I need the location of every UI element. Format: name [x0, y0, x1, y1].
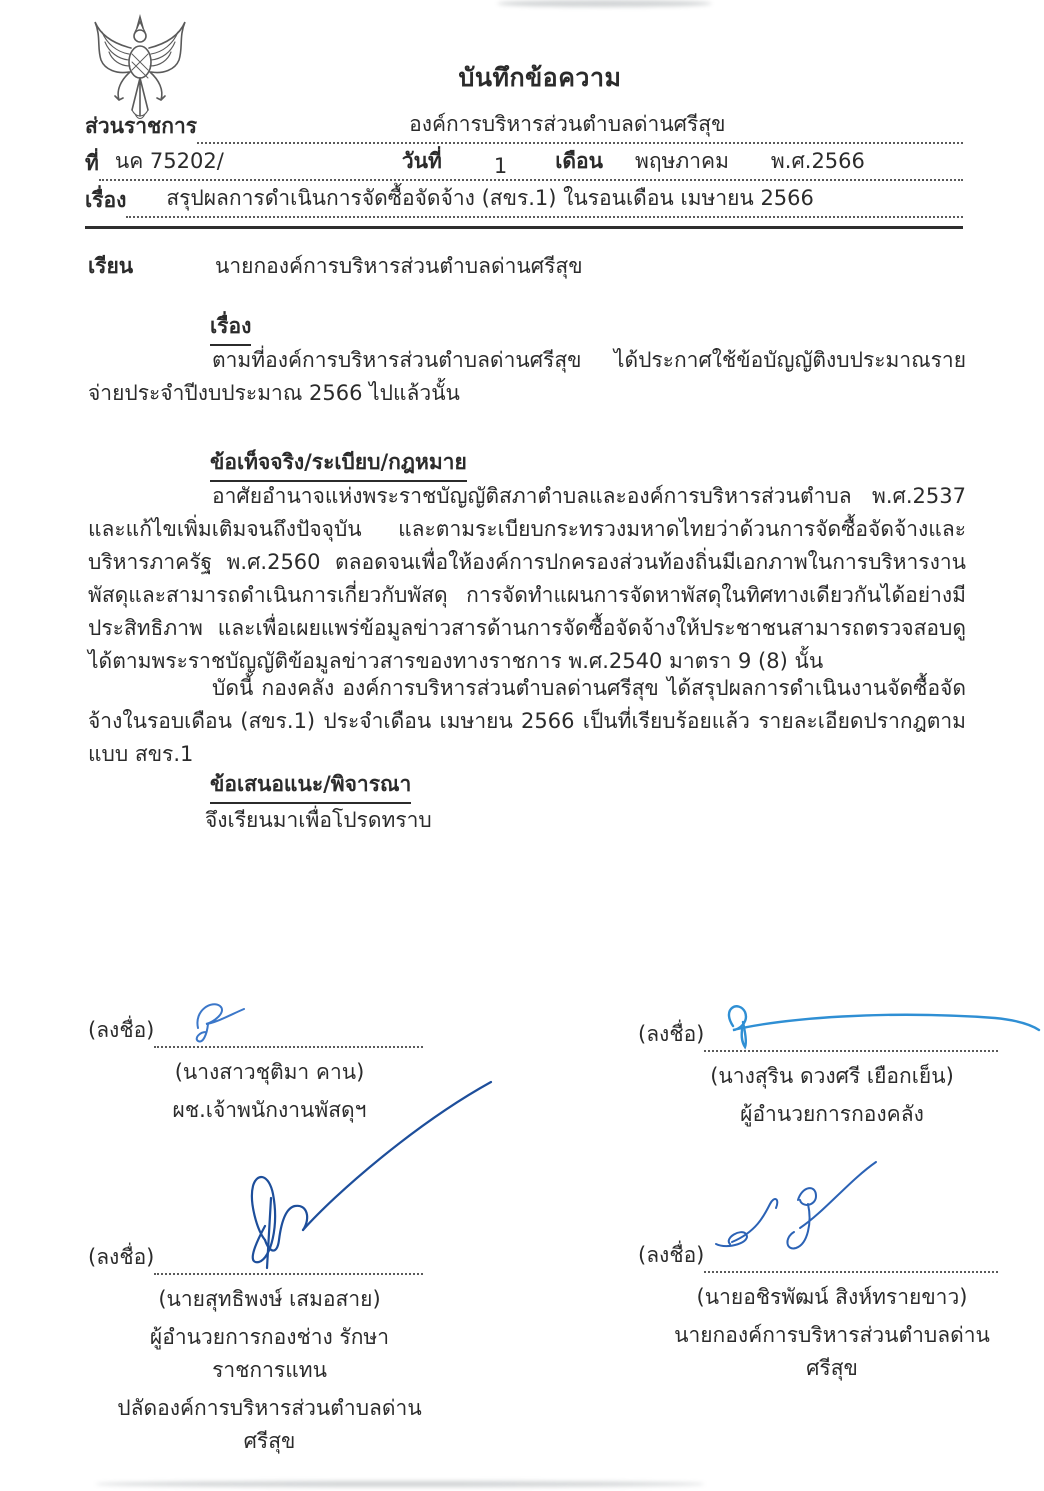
header-number-date-line — [85, 149, 963, 181]
header-subject-line — [85, 186, 963, 218]
sign-label: (ลงชื่อ) — [88, 1245, 155, 1269]
signer-title: ผู้อำนวยการกองช่าง รักษาราชการแทน — [149, 1325, 390, 1382]
date-day-value: 1 — [493, 154, 508, 178]
doc-number-value: นค 75202/ — [114, 149, 224, 173]
to-label: เรียน — [88, 254, 134, 278]
agency-label: ส่วนราชการ — [85, 114, 198, 138]
subject-label: เรื่อง — [85, 188, 127, 212]
signature-block-mayor — [638, 1243, 998, 1385]
signer-name: (นางสาวชุติมา คาน) — [174, 1060, 365, 1084]
section-heading-subject: เรื่อง — [210, 310, 251, 346]
document-title: บันทึกข้อความ — [458, 63, 622, 92]
year-value: พ.ศ.2566 — [770, 149, 865, 173]
signer-title-2: ปลัดองค์การบริหารส่วนตำบลด่านศรีสุข — [117, 1396, 422, 1453]
signature-ink-4 — [700, 1142, 900, 1264]
month-label: เดือน — [555, 149, 603, 173]
signer-title: ผู้อำนวยการกองคลัง — [740, 1102, 924, 1126]
scan-artifact-top — [497, 0, 712, 7]
agency-leader — [197, 108, 963, 144]
closing-line: จึงเรียนมาเพื่อโปรดทราบ — [205, 808, 432, 832]
signer-name: (นายอชิรพัฒน์ สิงห์ทรายขาว) — [696, 1285, 968, 1309]
header-divider — [85, 226, 963, 229]
signature-ink-3 — [215, 1076, 505, 1274]
section-heading-facts: ข้อเท็จจริง/ระเบียบ/กฎหมาย — [210, 446, 467, 482]
paragraph-legal-basis: อาศัยอำนาจแห่งพระราชบัญญัติสภาตำบลและองค์การบริหารส่วนตำบล พ.ศ.2537 และแก้ไขเพิ่มเติมจนถึงปัจจุบัน และตามระเบียบกระทรวงมหาดไทยว่าด้วนการจัดซื้อจัดจ้างและบริหารภาครัฐ พ.ศ.2560 ตลอดจนเพื่อให้องค์การปกครองส่วนท้องถิ่นมีเอกภาพในการบริหารงานพัสดุและสามารถดำเนินการเกี่ยวกับพัสดุ การจัดทำแผนการจัดหาพัสดุในทิศทางเดียวกันได้อย่างมีประสิทธิภาพ และเพื่อเผยแพร่ข้อมูลข่าวสารด้านการจัดซื้อจัดจ้างให้ประชาชนสามารถตรวจสอบดูได้ตามพระราชบัญญัติข้อมูลข่าวสารของทางราชการ พ.ศ.2540 มาตรา 9 (8) นั้น — [88, 484, 966, 673]
section-heading-recommendation: ข้อเสนอแนะ/พิจารณา — [210, 768, 411, 804]
signature-block-acting-chief — [88, 1245, 423, 1458]
paragraph-intro: ตามที่องค์การบริหารส่วนตำบลด่านศรีสุข ได้ประกาศใช้ข้อบัญญัติงบประมาณรายจ่ายประจำปีงบประมาณ 2566 ไปแล้วนั้น — [88, 348, 966, 405]
signer-name: (นายสุทธิพงษ์ เสมอสาย) — [158, 1287, 381, 1311]
to-value: นายกองค์การบริหารส่วนตำบลด่านศรีสุข — [215, 254, 583, 278]
sign-label: (ลงชื่อ) — [638, 1243, 705, 1267]
date-label: วันที่ — [401, 149, 442, 173]
signer-name: (นางสุริน ดวงศรี เยือกเย็น) — [710, 1064, 954, 1088]
signature-ink-1 — [182, 996, 274, 1048]
doc-number-label: ที่ — [85, 151, 99, 175]
subject-value: สรุปผลการดำเนินการจัดซื้อจัดจ้าง (สขร.1) ในรอนเดือน เมษายน 2566 — [166, 186, 814, 210]
number-date-leader — [99, 145, 963, 181]
signature-ink-2 — [695, 1000, 1044, 1050]
month-value: พฤษภาคม — [634, 149, 729, 173]
subject-leader — [126, 182, 963, 218]
signer-title: ผช.เจ้าพนักงานพัสดุฯ — [172, 1098, 367, 1122]
sign-label: (ลงชื่อ) — [638, 1022, 705, 1046]
paragraph-summary: บัดนี้ กองคลัง องค์การบริหารส่วนตำบลด่านศรีสุข ได้สรุปผลการดำเนินงานจัดซื้อจัดจ้างในรอบเดือน (สขร.1) ประจำเดือน เมษายน 2566 เป็นที่เรียบร้อยแล้ว รายละเอียดปรากฎตามแบบ สขร.1 — [88, 676, 966, 766]
header-agency-line — [85, 112, 963, 144]
signer-title: นายกองค์การบริหารส่วนตำบลด่านศรีสุข — [674, 1323, 990, 1380]
agency-value: องค์การบริหารส่วนตำบลด่านศรีสุข — [409, 112, 726, 136]
scan-artifact-bottom — [95, 1481, 705, 1487]
sign-label: (ลงชื่อ) — [88, 1018, 155, 1042]
